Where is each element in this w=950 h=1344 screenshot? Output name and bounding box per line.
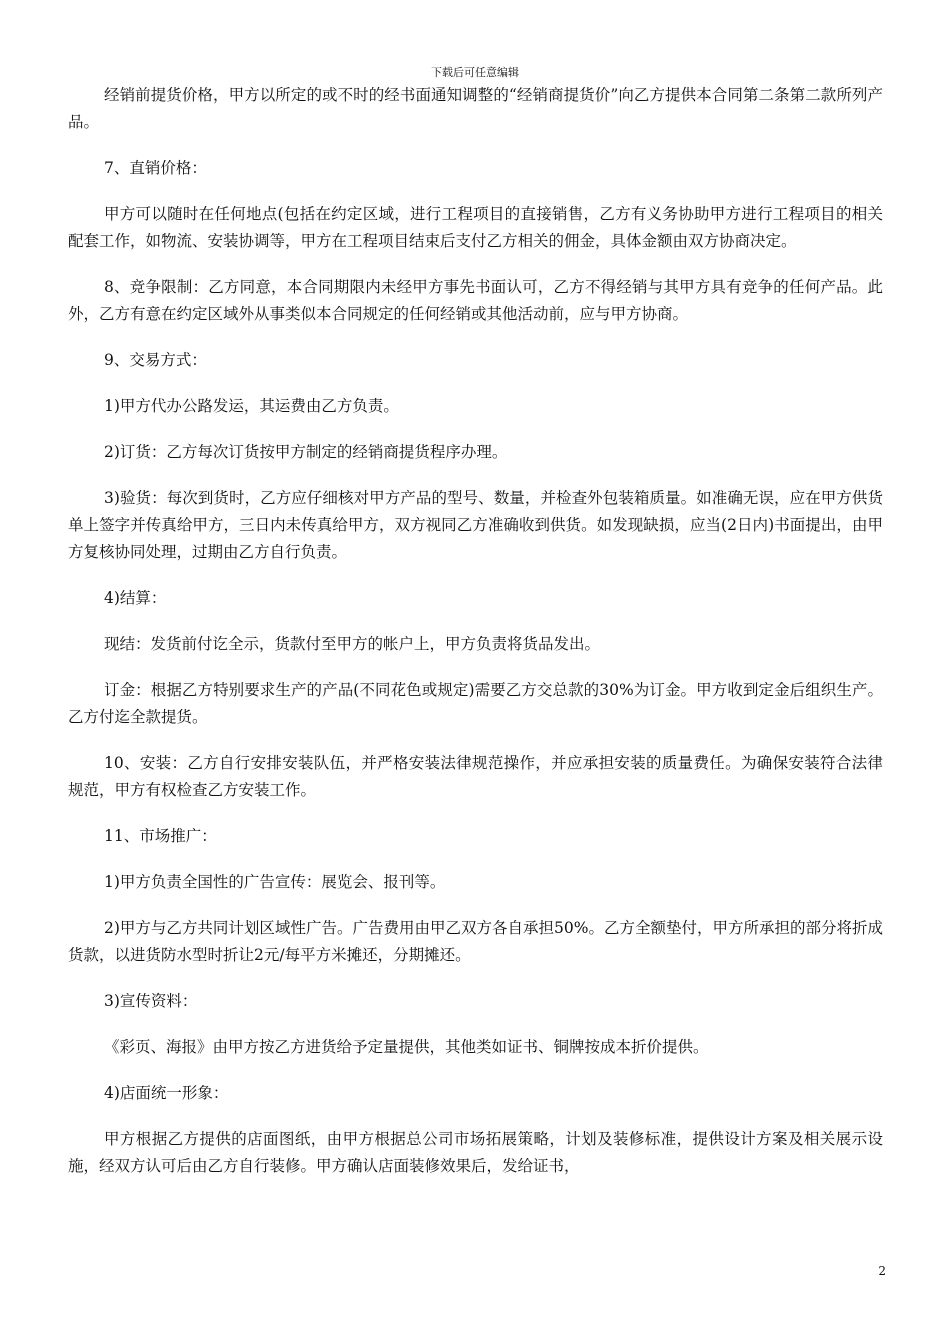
list-item: 1)甲方代办公路发运，其运费由乙方负责。: [104, 397, 399, 415]
paragraph: 《彩页、海报》由甲方按乙方进货给予定量提供，其他类如证书、铜牌按成本折价提供。: [104, 1038, 709, 1056]
list-item: 3)验货：每次到货时，乙方应仔细核对甲方产品的型号、数量，并检查外包装箱质量。如准确无误，应在甲方供货单上签字并传真给甲方，三日内未传真给甲方，双方视同乙方准确收到供货。如发现缺损，应当(2日内)书面提出，由甲方复核协同处理，过期由乙方自行负责。: [68, 489, 883, 561]
paragraph: 甲方可以随时在任何地点(包括在约定区域，进行工程项目的直接销售，乙方有义务协助甲方进行工程项目的相关配套工作，如物流、安装协调等，甲方在工程项目结束后支付乙方相关的佣金，具体金额由双方协商决定。: [68, 205, 883, 250]
section-heading: 9、交易方式：: [104, 351, 207, 369]
paragraph: 经销前提货价格，甲方以所定的或不时的经书面通知调整的“经销商提货价”向乙方提供本合同第二条第二款所列产品。: [68, 86, 883, 131]
page-number: 2: [878, 1264, 886, 1278]
list-item: 2)甲方与乙方共同计划区域性广告。广告费用由甲乙双方各自承担50%。乙方全额垫付，甲方所承担的部分将折成货款，以进货防水型时折让2元/每平方米摊还，分期摊还。: [68, 919, 883, 964]
list-item: 1)甲方负责全国性的广告宣传：展览会、报刊等。: [104, 873, 446, 891]
paragraph: 10、安装：乙方自行安排安装队伍，并严格安装法律规范操作，并应承担安装的质量费任。为确保安装符合法律规范，甲方有权检查乙方安装工作。: [68, 754, 883, 799]
section-heading: 7、直销价格：: [104, 159, 207, 177]
paragraph: 订金：根据乙方特别要求生产的产品(不同花色或规定)需要乙方交总款的30%为订金。甲方收到定金后组织生产。乙方付迄全款提货。: [68, 681, 883, 726]
page-header: 下载后可任意编辑: [431, 66, 519, 79]
list-item: 3)宣传资料：: [104, 992, 198, 1010]
document-body: [68, 82, 883, 1199]
list-item: 4)结算：: [104, 589, 167, 607]
section-heading: 11、市场推广：: [104, 827, 217, 845]
paragraph: 8、竞争限制：乙方同意，本合同期限内未经甲方事先书面认可，乙方不得经销与其甲方具有竞争的任何产品。此外，乙方有意在约定区域外从事类似本合同规定的任何经销或其他活动前，应与甲方协商。: [68, 278, 883, 323]
list-item: 2)订货：乙方每次订货按甲方制定的经销商提货程序办理。: [104, 443, 508, 461]
list-item: 4)店面统一形象：: [104, 1084, 229, 1102]
paragraph: 现结：发货前付讫全示，货款付至甲方的帐户上，甲方负责将货品发出。: [104, 635, 601, 653]
paragraph: 甲方根据乙方提供的店面图纸，由甲方根据总公司市场拓展策略，计划及装修标准，提供设计方案及相关展示设施，经双方认可后由乙方自行装修。甲方确认店面装修效果后，发给证书，: [68, 1130, 883, 1175]
